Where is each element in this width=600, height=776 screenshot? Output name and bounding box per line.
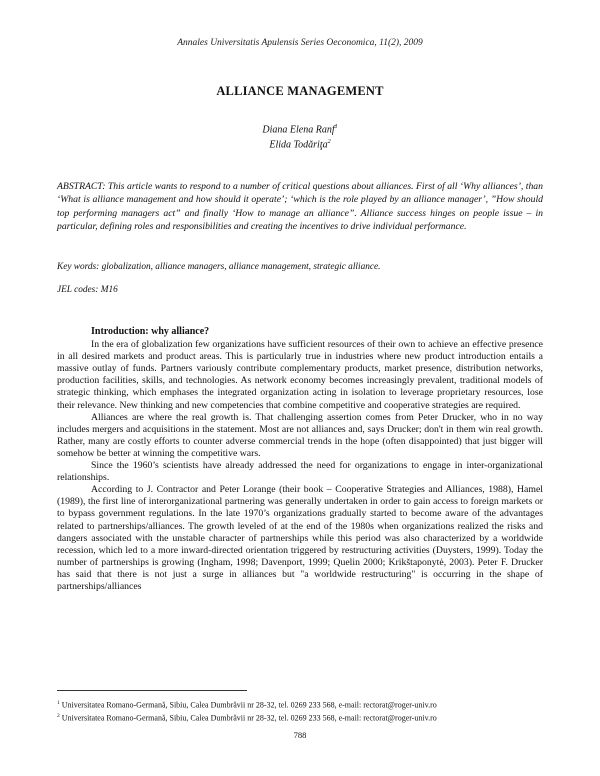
- footnote-mark: 1: [57, 700, 60, 706]
- footnote-divider: [57, 690, 247, 691]
- section-heading: Introduction: why alliance?: [91, 326, 210, 337]
- author-name: Elida Todăriţa: [269, 139, 328, 151]
- footnotes: [57, 698, 543, 723]
- author-1: [0, 121, 600, 136]
- paragraph: Alliances are where the real growth is. That challenging assertion comes from Peter Drucker, who in no way includes mergers and acquisitions in the statement. Most are not alliances and, says Drucker; don't in them win real growth. Rather, many are costly efforts to counter adverse commercial trends in the hope (often disappointed) that just bigger will somehow be better at winning the competitive wars.: [57, 411, 543, 459]
- footnote-2: [57, 711, 543, 724]
- footnote-mark: 2: [57, 712, 60, 719]
- paragraph: In the era of globalization few organizations have sufficient resources of their own to achieve an effective presence in all desired markets and product areas. This is particularly true in industries where new product introduction entails a massive outlay of funds. Partners variously contribute complementary products, market presence, distribution networks, production facilities, skills, and technologies. As network economy becomes increasingly prevalent, traditional models of strategic thinking, which emphases the integrated organization acting in isolation to leverage proprietary resources, lose their relevance. New thinking and new competencies that combine competitive and cooperative strategies are required.: [57, 339, 543, 411]
- abstract: ABSTRACT: This article wants to respond to a number of critical questions about alliances. First of all ‘Why alliances’, than ‘What is alliance management and how should it operate’; ‘which is the role played by an alliance manager’, ”How should top performing managers act” and finally ‘How to manage an alliance”. Alliance success hinges on people issue – in particular, defining roles and responsibilities and creating the incentives to drive individual performance.: [57, 181, 543, 232]
- keywords: Key words: globalization, alliance managers, alliance management, strategic alliance.: [57, 262, 381, 272]
- author-footnote-mark: 1: [334, 124, 338, 130]
- author-2: [0, 136, 600, 151]
- author-list: [0, 121, 600, 152]
- running-head: Annales Universitatis Apulensis Series Oeconomica, 11(2), 2009: [177, 38, 423, 48]
- author-name: Diana Elena Ranf: [262, 124, 335, 136]
- paragraph: According to J. Contractor and Peter Lorange (their book – Cooperative Strategies and Alliances, 1988), Hamel (1989), the first line of interorganizational partnering was generally undertaken in order to gain access to foreign markets or to bypass government regulations. In the late 1970’s organizations gradually started to become aware of the advantages related to partnerships/alliances. The growth leveled of at the end of the 1980s when organizations realized the risks and dangers associated with the unstable character of partnerships while this period was also characterized by a worldwide recession, which led to a more inward-directed orientation triggered by restructuring activities (Duysters, 1999). Today the number of partnerships is growing (Ingham, 1998; Davenport, 1999; Quelin 2000; Krikštaponytė, 2003). Peter F. Drucker has said that there is not just a surge in alliances but "a worldwide restructuring" is occurring in the shape of partnerships/alliances: [57, 484, 543, 592]
- author-footnote-mark: 2: [327, 139, 331, 146]
- body-text: [57, 326, 543, 593]
- jel-codes: JEL codes: M16: [57, 285, 118, 295]
- footnote-text: Universitatea Romano-Germană, Sibiu, Calea Dumbrăvii nr 28-32, tel. 0269 233 568, e-mail: rectorat@roger-univ.ro: [61, 713, 437, 723]
- page-number: 788: [293, 730, 307, 740]
- footnote-text: Universitatea Romano-Germană, Sibiu, Calea Dumbrăvii nr 28-32, tel. 0269 233 568, e-mail: rectorat@roger-univ.ro: [61, 700, 437, 710]
- paper-title: ALLIANCE MANAGEMENT: [216, 84, 384, 98]
- paragraph: Since the 1960’s scientists have already addressed the need for organizations to engage in inter-organizational relationships.: [57, 460, 543, 484]
- footnote-1: [57, 698, 543, 711]
